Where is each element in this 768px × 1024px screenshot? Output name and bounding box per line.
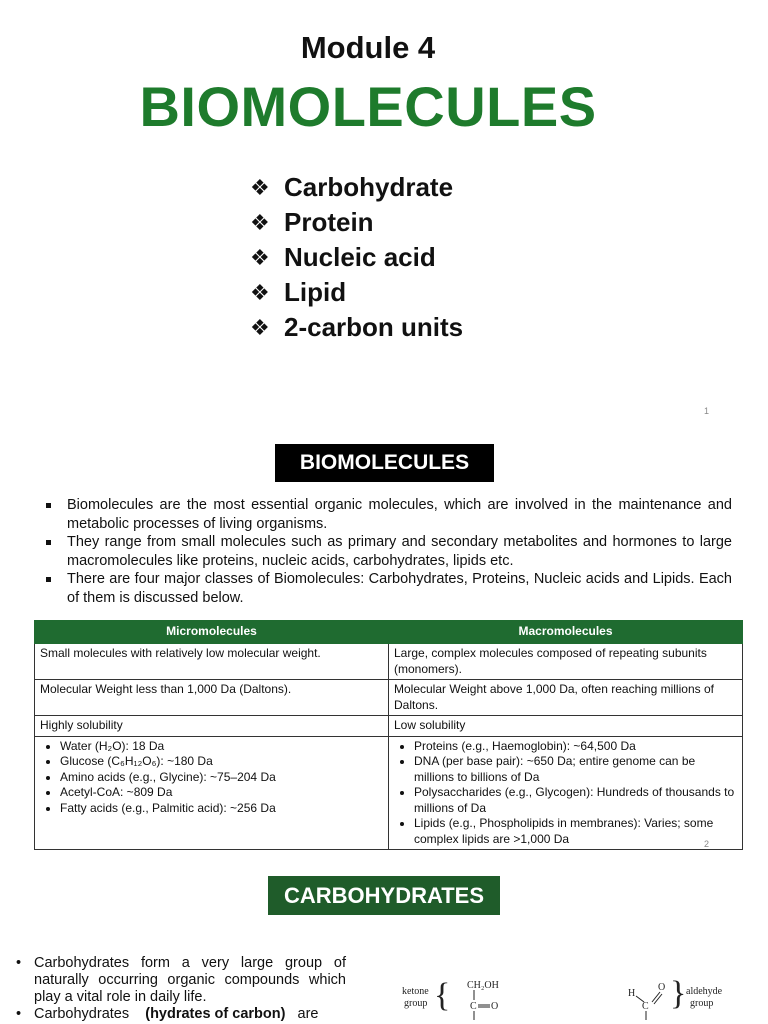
intro-point xyxy=(44,533,732,570)
bullet-dot-icon: • xyxy=(16,1006,22,1022)
aldehyde-label: group xyxy=(690,998,714,1009)
topic-item xyxy=(250,170,463,205)
macro-example-list xyxy=(394,739,737,848)
table-cell: Low solubility xyxy=(389,716,743,737)
table-cell: Molecular Weight above 1,000 Da, often reaching millions of Daltons. xyxy=(389,680,743,716)
topic-label: Lipid xyxy=(284,277,347,307)
square-bullet-icon xyxy=(46,503,51,508)
table-row xyxy=(35,644,743,680)
ketone-label: group xyxy=(404,998,428,1009)
intro-list xyxy=(44,496,732,607)
table-cell: Highly solubility xyxy=(35,716,389,737)
bond-line xyxy=(652,992,660,1002)
carbohydrate-points xyxy=(16,955,346,1023)
column-header-macromolecules: Macromolecules xyxy=(389,621,743,644)
ketone-label: ketone xyxy=(402,986,429,997)
page-number: 2 xyxy=(704,839,710,849)
right-brace-icon: } xyxy=(670,975,687,1012)
carb-text-bold: (hydrates of carbon) xyxy=(145,1006,286,1022)
sugar-structure-diagram xyxy=(390,972,730,1024)
table-cell: Large, complex molecules composed of repeating subunits (monomers). xyxy=(389,644,743,680)
ch2oh-label: CH₂OH xyxy=(467,980,499,991)
diamond-bullet-icon: ❖ xyxy=(250,315,270,340)
hydrogen-atom: H xyxy=(628,988,636,999)
comparison-table xyxy=(34,620,743,850)
table-cell: Small molecules with relatively low molecular weight. xyxy=(35,644,389,680)
table-row xyxy=(35,736,743,850)
micro-example-list xyxy=(40,739,383,817)
diamond-bullet-icon: ❖ xyxy=(250,210,270,235)
left-brace-icon: { xyxy=(434,977,451,1014)
intro-text: Biomolecules are the most essential organic molecules, which are involved in the maintenance and metabolic processes of living organisms. xyxy=(67,497,732,532)
list-item: • Proteins (e.g., Haemoglobin): ~64,500 Da xyxy=(414,739,737,755)
section-heading: CARBOHYDRATES xyxy=(268,876,500,915)
list-item: • Lipids (e.g., Phospholipids in membranes): Varies; some complex lipids are >1,000 Da xyxy=(414,816,737,847)
diamond-bullet-icon: ❖ xyxy=(250,245,270,270)
main-title: BIOMOLECULES xyxy=(139,75,597,138)
topic-label: Nucleic acid xyxy=(284,242,436,272)
carb-point xyxy=(16,1006,346,1023)
list-item: • Polysaccharides (e.g., Glycogen): Hundreds of thousands to millions of Da xyxy=(414,785,737,816)
topic-item xyxy=(250,205,463,240)
bond-line xyxy=(654,994,662,1004)
intro-point xyxy=(44,496,732,533)
carb-point xyxy=(16,955,346,1006)
topic-label: Carbohydrate xyxy=(284,172,454,202)
table-row xyxy=(35,716,743,737)
section-heading: BIOMOLECULES xyxy=(275,444,494,482)
page-number: 1 xyxy=(704,406,710,416)
table-cell: Molecular Weight less than 1,000 Da (Daltons). xyxy=(35,680,389,716)
square-bullet-icon xyxy=(46,540,51,545)
list-item: • Acetyl-CoA: ~809 Da xyxy=(60,785,383,801)
oxygen-atom: O xyxy=(658,982,666,993)
module-title: Module 4 xyxy=(300,30,436,65)
topic-item xyxy=(250,275,463,310)
topic-label: Protein xyxy=(284,207,374,237)
diamond-bullet-icon: ❖ xyxy=(250,175,270,200)
intro-text: They range from small molecules such as primary and secondary metabolites and hormones to large macromolecules like proteins, nucleic acids, carbohydrates, lipids etc. xyxy=(67,534,732,569)
table-cell-examples xyxy=(389,736,743,850)
table-header-row xyxy=(35,621,743,644)
list-item: • DNA (per base pair): ~650 Da; entire genome can be millions to billions of Da xyxy=(414,754,737,785)
list-item: • Glucose (C₆H₁₂O₆): ~180 Da xyxy=(60,754,383,770)
list-item: • Water (H₂O): 18 Da xyxy=(60,739,383,755)
aldehyde-label: aldehyde xyxy=(686,986,723,997)
topic-item xyxy=(250,310,463,345)
bullet-dot-icon: • xyxy=(16,955,22,971)
topic-label: 2-carbon units xyxy=(284,312,464,342)
carb-text: Carbohydrates form a very large group of naturally occurring organic compounds which play a vital role in daily life. xyxy=(34,955,346,1005)
carbon-atom: C xyxy=(470,1001,477,1012)
carb-text: are xyxy=(297,1006,319,1022)
list-item: • Fatty acids (e.g., Palmitic acid): ~256 Da xyxy=(60,801,383,817)
diamond-bullet-icon: ❖ xyxy=(250,280,270,305)
table-row xyxy=(35,680,743,716)
square-bullet-icon xyxy=(46,577,51,582)
intro-point xyxy=(44,570,732,607)
intro-text: There are four major classes of Biomolecules: Carbohydrates, Proteins, Nucleic acids and Lipids. Each of them is discussed below. xyxy=(67,571,732,606)
carb-text: Carbohydrates xyxy=(34,1006,130,1022)
table-cell-examples xyxy=(35,736,389,850)
oxygen-atom: O xyxy=(491,1001,499,1012)
topic-list xyxy=(250,170,463,345)
column-header-micromolecules: Micromolecules xyxy=(35,621,389,644)
list-item: • Amino acids (e.g., Glycine): ~75–204 Da xyxy=(60,770,383,786)
carbon-atom: C xyxy=(642,1001,649,1012)
topic-item xyxy=(250,240,463,275)
